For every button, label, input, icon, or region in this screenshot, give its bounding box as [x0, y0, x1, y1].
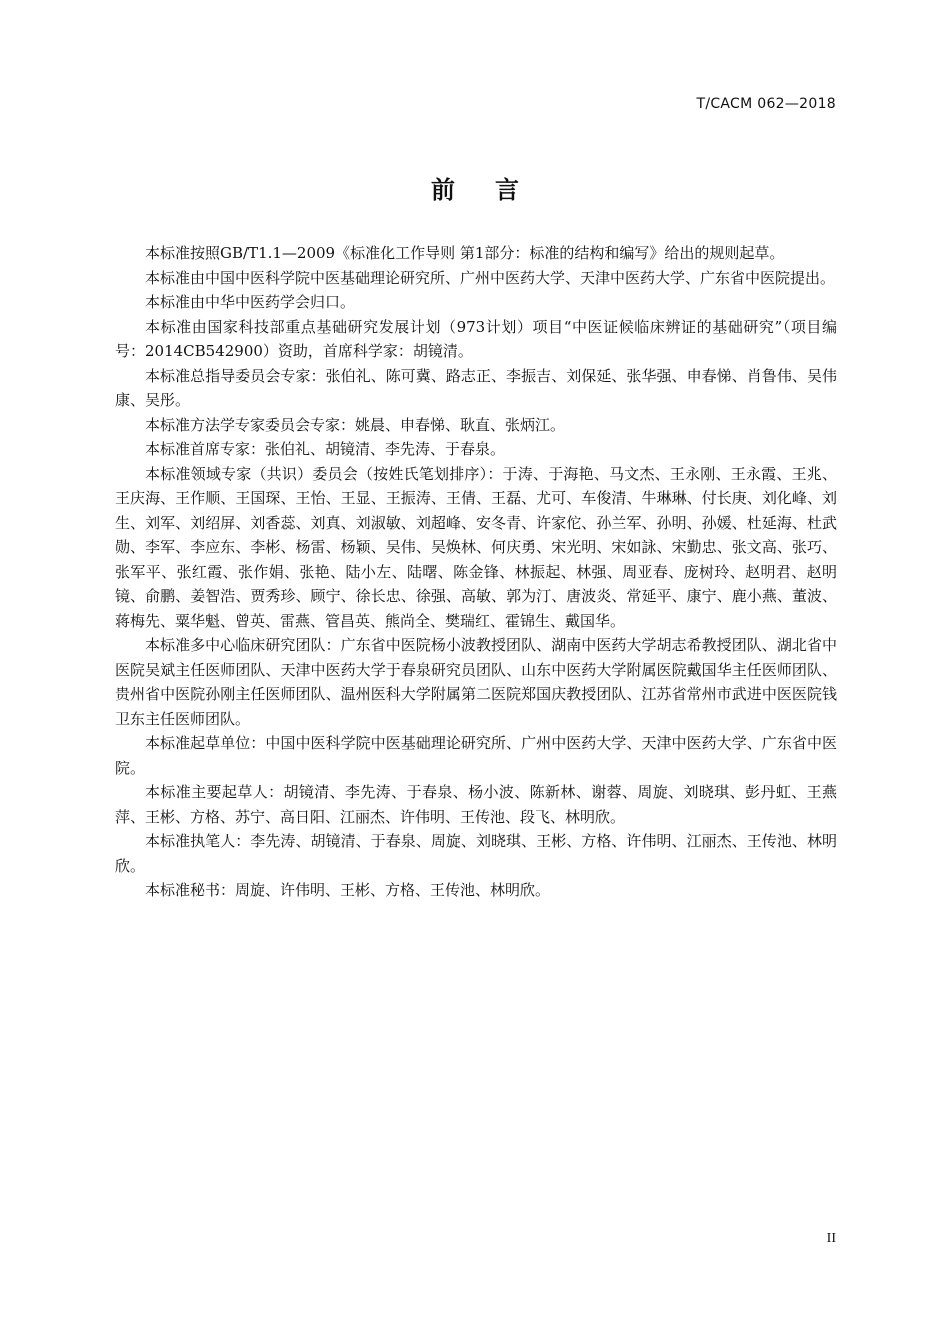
paragraph-steering-committee: 本标准总指导委员会专家：张伯礼、陈可冀、路志正、李振吉、刘保延、张华强、申春悌、肖鲁伟、吴伟康、吴彤。: [115, 366, 837, 409]
paragraph-drafting-rules: 本标准按照GB/T1.1—2009《标准化工作导则 第1部分：标准的结构和编写》给出的规则起草。: [145, 244, 785, 262]
paragraph-secretaries: 本标准秘书：周旋、许伟明、王彬、方格、王传池、林明欣。: [145, 881, 551, 899]
paragraph-chief-experts: 本标准首席专家：张伯礼、胡镜清、李先涛、于春泉。: [145, 440, 506, 458]
paragraph-main-drafters: 本标准主要起草人：胡镜清、李先涛、于春泉、杨小波、陈新林、谢蓉、周旋、刘晓琪、彭丹虹、王燕萍、王彬、方格、苏宁、高日阳、江丽杰、许伟明、王传池、段飞、林明欣。: [115, 783, 837, 826]
paragraph-consensus-committee: 本标准领域专家（共识）委员会（按姓氏笔划排序）：于涛、于海艳、马文杰、王永刚、王永霞、王兆、王庆海、王作顺、王国琛、王怡、王显、王振涛、王倩、王磊、尤可、车俊清、牛琳琳、付长庚、刘化峰、刘生、刘军、刘绍屏、刘香蕊、刘真、刘淑敏、刘超峰、安冬青、许家佗、孙兰军、孙明、孙媛、杜延海、杜武勋、李军、李应东、李彬、杨雷、杨颖、吴伟、吴焕林、何庆勇、宋光明、宋如詠、宋勤忠、张文高、张巧、张军平、张红霞、张作娟、张艳、陆小左、陆曙、陈金锋、林振起、林强、周亚春、庞树玲、赵明君、赵明镜、俞鹏、姜智浩、贾秀珍、顾宁、徐长忠、徐强、高敏、郭为汀、唐波炎、常延平、康宁、鹿小燕、董波、蒋梅先、粟华魁、曾英、雷燕、管昌英、熊尚全、樊瑞红、霍锦生、戴国华。: [115, 464, 837, 630]
paragraph-proposers: 本标准由中国中医科学院中医基础理论研究所、广州中医药大学、天津中医药大学、广东省中医院提出。: [145, 268, 836, 287]
standard-code: T/CACM 062—2018: [696, 96, 836, 112]
page-number: II: [826, 1231, 836, 1246]
paragraph-writers: 本标准执笔人：李先涛、胡镜清、于春泉、周旋、刘晓琪、王彬、方格、许伟明、江丽杰、王传池、林明欣。: [115, 832, 837, 875]
paragraph-methodology-committee: 本标准方法学专家委员会专家：姚晨、申春悌、耿直、张炳江。: [145, 415, 566, 434]
paragraph-drafting-units: 本标准起草单位：中国中医科学院中医基础理论研究所、广州中医药大学、天津中医药大学、广东省中医院。: [115, 734, 837, 777]
foreword-body: [115, 241, 837, 903]
paragraph-centralized-by: 本标准由中华中医药学会归口。: [145, 293, 356, 311]
paragraph-funding: 本标准由国家科技部重点基础研究发展计划（973计划）项目“中医证候临床辨证的基础研究”（项目编号：2014CB542900）资助，首席科学家：胡镜清。: [115, 317, 837, 360]
paragraph-clinical-teams: 本标准多中心临床研究团队：广东省中医院杨小波教授团队、湖南中医药大学胡志希教授团队、湖北省中医院吴斌主任医师团队、天津中医药大学于春泉研究员团队、山东中医药大学附属医院戴国华主任医师团队、贵州省中医院孙刚主任医师团队、温州医科大学附属第二医院郑国庆教授团队、江苏省常州市武进中医医院钱卫东主任医师团队。: [115, 636, 837, 728]
page-title: 前言: [431, 176, 559, 204]
